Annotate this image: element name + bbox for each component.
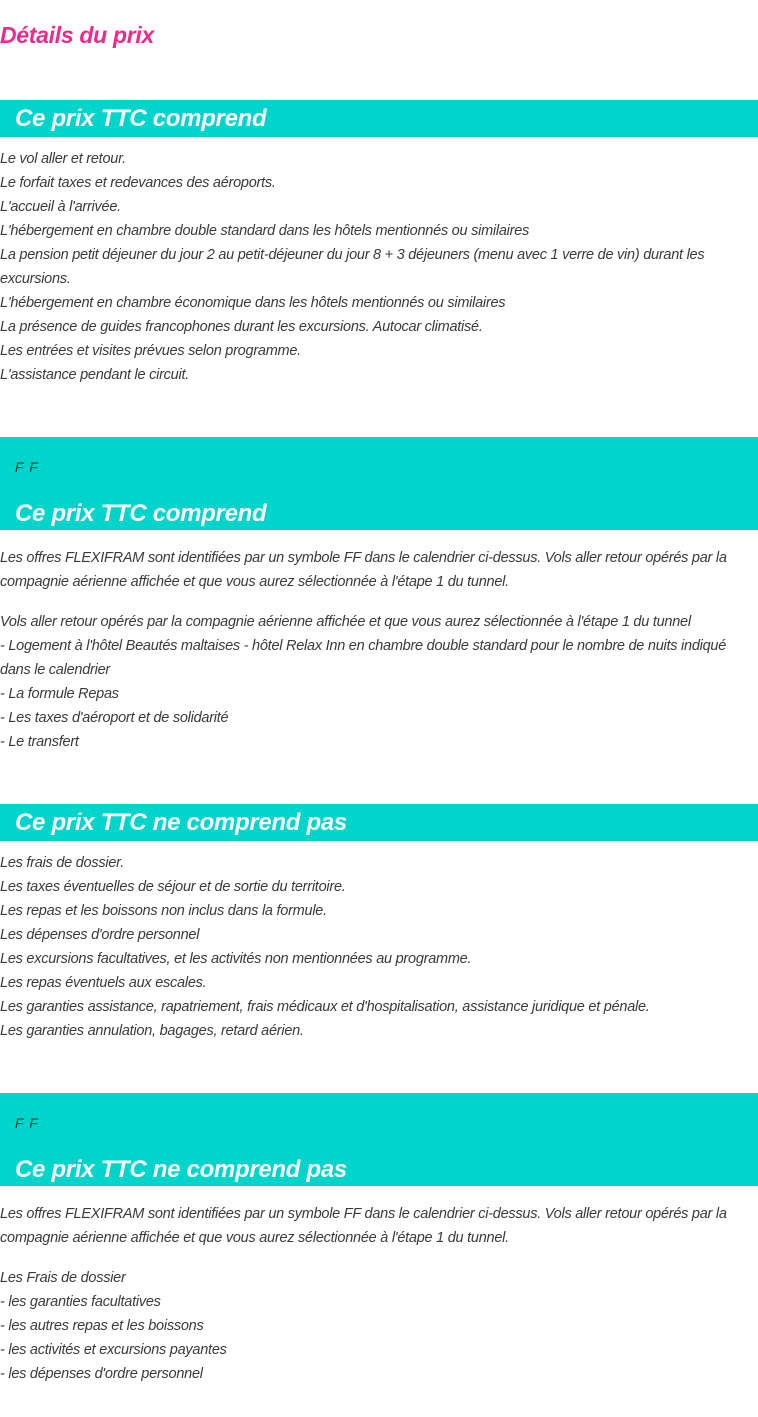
ff-included-text <box>0 546 745 594</box>
list-item: La pension petit déjeuner du jour 2 au petit-déjeuner du jour 8 + 3 déjeuners (menu avec 1 verre de vin) durant les excursions. <box>0 247 705 287</box>
list-item: - les activités et excursions payantes <box>0 1342 227 1358</box>
section-header-not-included <box>0 804 758 841</box>
section-heading: Ce prix TTC ne comprend pas <box>15 1156 347 1183</box>
list-item: Les Frais de dossier <box>0 1270 126 1286</box>
ff-not-included-list <box>0 1266 745 1386</box>
section-header-ff-not-included <box>0 1093 758 1186</box>
ff-tag: F F <box>15 1115 39 1131</box>
not-included-list <box>0 851 745 1043</box>
list-item: L'assistance pendant le circuit. <box>0 367 190 383</box>
list-item: Le forfait taxes et redevances des aéroports. <box>0 175 276 191</box>
list-item: - Le transfert <box>0 734 79 750</box>
list-item: Vols aller retour opérés par la compagnie aérienne affichée et que vous aurez sélectionnée à l'étape 1 du tunnel <box>0 614 691 630</box>
section-heading: Ce prix TTC ne comprend pas <box>15 809 347 836</box>
page-title: Détails du prix <box>0 22 154 48</box>
section-heading: Ce prix TTC comprend <box>15 500 267 527</box>
list-item: Le vol aller et retour. <box>0 151 126 167</box>
ff-intro-paragraph: Les offres FLEXIFRAM sont identifiées par un symbole FF dans le calendrier ci-dessus. Vols aller retour opérés par la compagnie aérienne affichée et que vous aurez sélectionnée à l'étape 1 du tunnel. <box>0 550 727 590</box>
list-item: Les dépenses d'ordre personnel <box>0 927 200 943</box>
ff-included-list <box>0 610 745 754</box>
list-item: Les repas éventuels aux escales. <box>0 975 207 991</box>
list-item: Les garanties assistance, rapatriement, frais médicaux et d'hospitalisation, assistance juridique et pénale. <box>0 999 650 1015</box>
list-item: L'hébergement en chambre double standard dans les hôtels mentionnés ou similaires <box>0 223 530 239</box>
list-item: Les excursions facultatives, et les activités non mentionnées au programme. <box>0 951 472 967</box>
included-list <box>0 147 745 387</box>
list-item: Les entrées et visites prévues selon programme. <box>0 343 301 359</box>
list-item: - les dépenses d'ordre personnel <box>0 1366 203 1382</box>
section-heading: Ce prix TTC comprend <box>15 105 267 132</box>
list-item: La présence de guides francophones durant les excursions. Autocar climatisé. <box>0 319 483 335</box>
list-item: - Logement à l'hôtel Beautés maltaises - hôtel Relax Inn en chambre double standard pour le nombre de nuits indiqué dans le calendrier <box>0 638 727 678</box>
list-item: - les autres repas et les boissons <box>0 1318 204 1334</box>
section-header-included <box>0 100 758 137</box>
ff-tag: F F <box>15 459 39 475</box>
list-item: Les repas et les boissons non inclus dans la formule. <box>0 903 327 919</box>
ff-intro-paragraph: Les offres FLEXIFRAM sont identifiées par un symbole FF dans le calendrier ci-dessus. Vols aller retour opérés par la compagnie aérienne affichée et que vous aurez sélectionnée à l'étape 1 du tunnel. <box>0 1206 727 1246</box>
list-item: Les garanties annulation, bagages, retard aérien. <box>0 1023 304 1039</box>
list-item: Les frais de dossier. <box>0 855 124 871</box>
list-item: L'accueil à l'arrivée. <box>0 199 121 215</box>
list-item: - Les taxes d'aéroport et de solidarité <box>0 710 229 726</box>
section-header-ff-included <box>0 437 758 530</box>
list-item: L'hébergement en chambre économique dans les hôtels mentionnés ou similaires <box>0 295 506 311</box>
list-item: Les taxes éventuelles de séjour et de sortie du territoire. <box>0 879 346 895</box>
list-item: - La formule Repas <box>0 686 119 702</box>
list-item: - les garanties facultatives <box>0 1294 161 1310</box>
ff-not-included-text <box>0 1202 745 1250</box>
